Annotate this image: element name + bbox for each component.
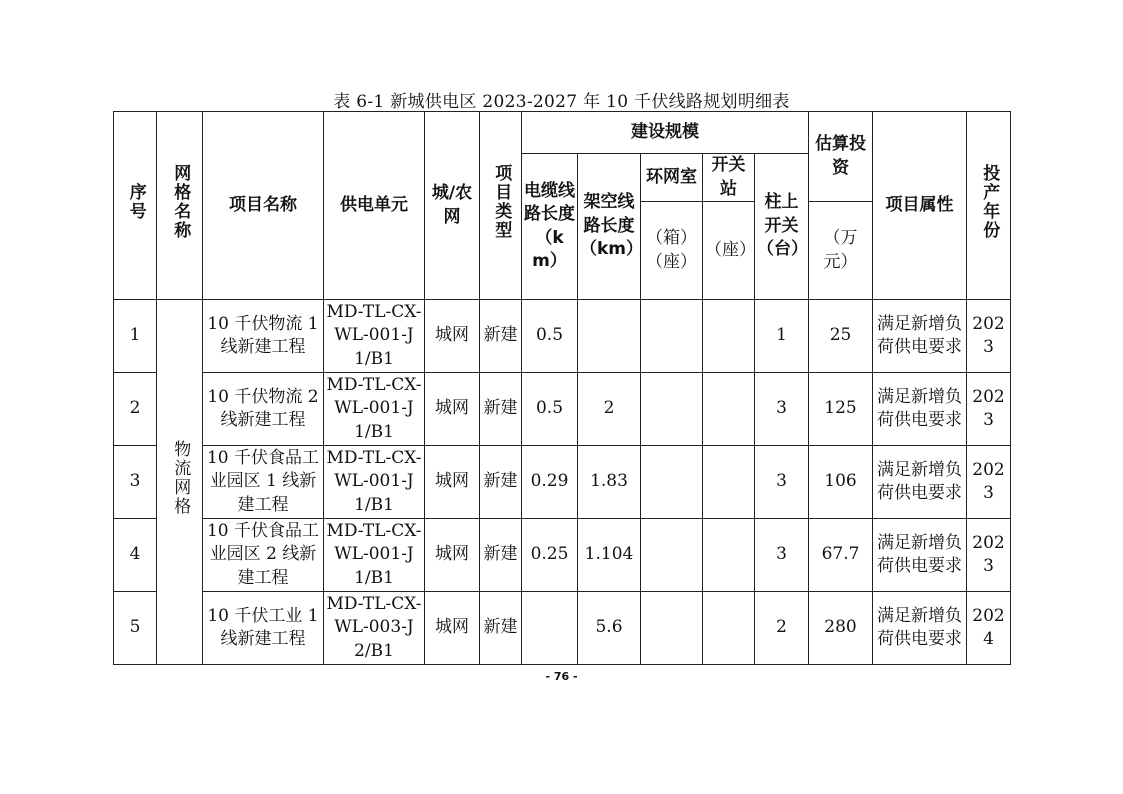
cell-supply-unit: MD-TL-CX-WL-003-J2/B1 [324,592,425,665]
cell-ring [641,519,703,592]
line-plan-table [113,111,1011,665]
cell-supply-unit: MD-TL-CX-WL-001-J1/B1 [324,446,425,519]
cell-year: 2023 [967,519,1011,592]
cell-invest: 25 [809,300,873,373]
cell-net: 城网 [425,373,480,446]
header-estimate-unit: （万元） [809,202,873,300]
cell-switch [703,446,755,519]
table-row [114,592,1011,665]
cell-year: 2023 [967,300,1011,373]
cell-ring [641,446,703,519]
cell-project-name: 10 千伏食品工业园区 1 线新建工程 [203,446,324,519]
page-number: - 76 - [545,670,578,683]
cell-attr: 满足新增负荷供电要求 [873,519,967,592]
cell-type: 新建 [480,519,522,592]
cell-attr: 满足新增负荷供电要求 [873,300,967,373]
cell-seq: 5 [114,592,157,665]
cell-invest: 106 [809,446,873,519]
cell-net: 城网 [425,300,480,373]
cell-pole: 1 [755,300,809,373]
table-row [114,519,1011,592]
cell-seq: 4 [114,519,157,592]
header-operation-year: 投产年份 [967,112,1011,300]
cell-net: 城网 [425,519,480,592]
header-switch-station-unit: （座） [703,202,755,300]
header-pole-switch: 柱上开关（台） [755,154,809,300]
cell-invest: 280 [809,592,873,665]
cell-pole: 3 [755,446,809,519]
cell-pole: 2 [755,592,809,665]
header-city-rural: 城/农网 [425,112,480,300]
cell-grid-name: 物流网格 [157,300,203,665]
cell-cable: 0.5 [522,373,578,446]
cell-invest: 125 [809,373,873,446]
cell-supply-unit: MD-TL-CX-WL-001-J1/B1 [324,373,425,446]
table-row [114,373,1011,446]
cell-cable: 0.29 [522,446,578,519]
cell-pole: 3 [755,373,809,446]
cell-supply-unit: MD-TL-CX-WL-001-J1/B1 [324,300,425,373]
cell-attr: 满足新增负荷供电要求 [873,446,967,519]
header-ring-main-unit: （箱）（座） [641,202,703,300]
header-project-name: 项目名称 [203,112,324,300]
cell-attr: 满足新增负荷供电要求 [873,373,967,446]
header-estimate: 估算投资 [809,112,873,202]
cell-switch [703,519,755,592]
header-supply-unit: 供电单元 [324,112,425,300]
table-row [114,446,1011,519]
cell-net: 城网 [425,592,480,665]
cell-seq: 1 [114,300,157,373]
cell-cable: 0.25 [522,519,578,592]
cell-type: 新建 [480,592,522,665]
header-overhead-length: 架空线路长度（km） [578,154,641,300]
cell-net: 城网 [425,446,480,519]
header-project-type: 项目类型 [480,112,522,300]
table-caption: 表 6-1 新城供电区 2023-2027 年 10 千伏线路规划明细表 [333,92,790,112]
header-construction-scale: 建设规模 [522,112,809,154]
cell-supply-unit: MD-TL-CX-WL-001-J1/B1 [324,519,425,592]
cell-cable [522,592,578,665]
cell-project-name: 10 千伏工业 1 线新建工程 [203,592,324,665]
cell-cable: 0.5 [522,300,578,373]
cell-switch [703,592,755,665]
cell-ring [641,373,703,446]
cell-switch [703,300,755,373]
cell-invest: 67.7 [809,519,873,592]
cell-project-name: 10 千伏食品工业园区 2 线新建工程 [203,519,324,592]
cell-ring [641,592,703,665]
cell-overhead [578,300,641,373]
header-ring-main: 环网室 [641,154,703,202]
cell-switch [703,373,755,446]
cell-project-name: 10 千伏物流 2 线新建工程 [203,373,324,446]
header-grid: 网格名称 [157,112,203,300]
cell-year: 2023 [967,446,1011,519]
cell-type: 新建 [480,300,522,373]
cell-overhead: 1.83 [578,446,641,519]
cell-project-name: 10 千伏物流 1 线新建工程 [203,300,324,373]
cell-year: 2023 [967,373,1011,446]
table-row [114,300,1011,373]
header-project-attr: 项目属性 [873,112,967,300]
cell-year: 2024 [967,592,1011,665]
cell-overhead: 2 [578,373,641,446]
cell-overhead: 5.6 [578,592,641,665]
cell-ring [641,300,703,373]
cell-pole: 3 [755,519,809,592]
header-switch-station: 开关站 [703,154,755,202]
header-seq: 序号 [114,112,157,300]
header-cable-length: 电缆线路长度（km） [522,154,578,300]
cell-seq: 2 [114,373,157,446]
cell-type: 新建 [480,446,522,519]
cell-overhead: 1.104 [578,519,641,592]
cell-type: 新建 [480,373,522,446]
cell-attr: 满足新增负荷供电要求 [873,592,967,665]
cell-seq: 3 [114,446,157,519]
